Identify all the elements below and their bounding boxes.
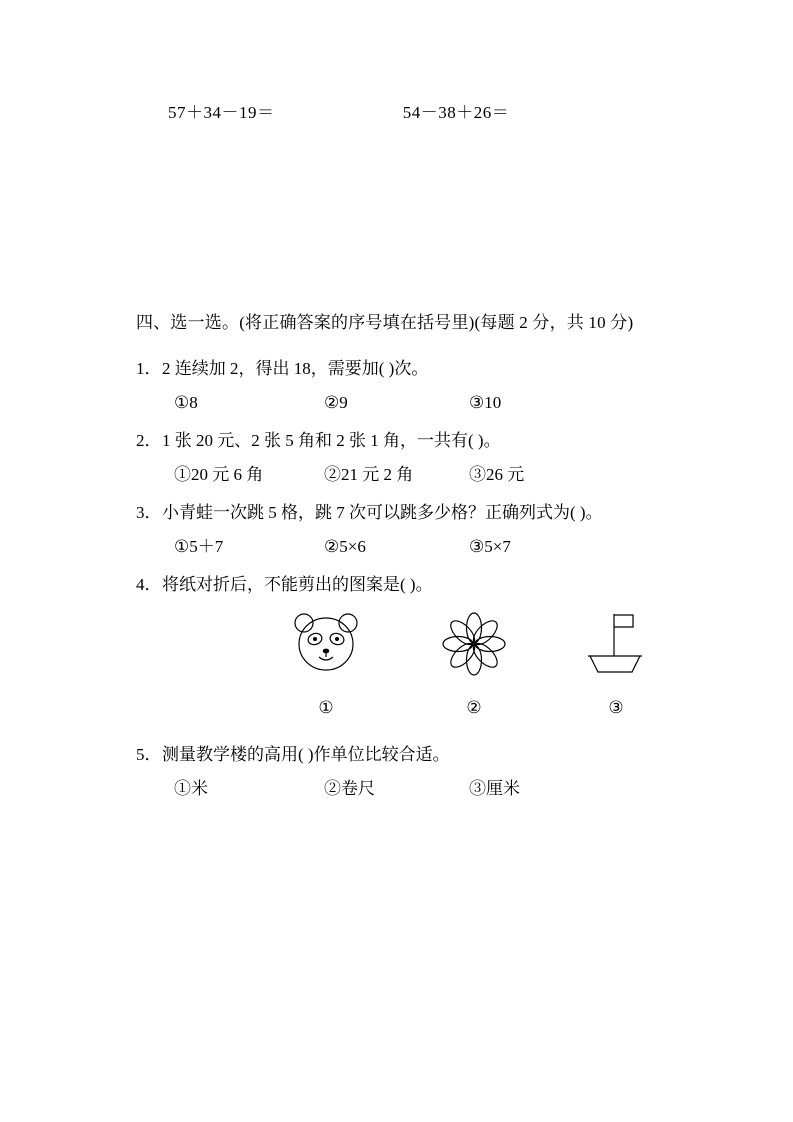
question-item bbox=[136, 352, 696, 420]
question-options bbox=[136, 458, 696, 492]
question-item bbox=[136, 424, 696, 492]
sailboat-figure[interactable] bbox=[556, 606, 676, 684]
figure-label-2: ② bbox=[466, 698, 482, 717]
question-item bbox=[136, 738, 696, 806]
flower-icon bbox=[434, 606, 514, 682]
question-number: 1． bbox=[136, 359, 162, 378]
question-text bbox=[136, 424, 696, 458]
question-number: 3． bbox=[136, 503, 162, 522]
question-item bbox=[136, 568, 696, 724]
question-options bbox=[136, 530, 696, 564]
question-text bbox=[136, 738, 696, 772]
question-body: 测量教学楼的高用( )作单位比较合适。 bbox=[162, 745, 450, 764]
calculation-expression-2: 54－38＋26＝ bbox=[402, 103, 510, 122]
option-b[interactable]: ②9 bbox=[324, 393, 348, 412]
section-title: 四、选一选。(将正确答案的序号填在括号里)(每题 2 分，共 10 分) bbox=[136, 313, 634, 332]
question-body: 1 张 20 元、2 张 5 角和 2 张 1 角，一共有( )。 bbox=[162, 431, 501, 450]
question-body: 将纸对折后，不能剪出的图案是( )。 bbox=[162, 575, 433, 594]
option-b[interactable]: ②5×6 bbox=[324, 537, 366, 556]
figure-label-row bbox=[136, 698, 696, 724]
question-text bbox=[136, 496, 696, 530]
question-body: 2 连续加 2，得出 18，需要加( )次。 bbox=[162, 359, 429, 378]
questions-list bbox=[136, 352, 696, 810]
option-a[interactable]: ①5＋7 bbox=[174, 537, 224, 556]
option-c[interactable]: ③5×7 bbox=[469, 537, 511, 556]
option-a[interactable]: ①8 bbox=[174, 393, 198, 412]
figure-label-3: ③ bbox=[608, 698, 624, 717]
sailboat-icon bbox=[576, 606, 656, 682]
figure-row bbox=[136, 606, 696, 698]
question-options bbox=[136, 386, 696, 420]
question-item bbox=[136, 496, 696, 564]
question-number: 2． bbox=[136, 431, 162, 450]
option-c[interactable]: ③26 元 bbox=[469, 465, 525, 484]
question-text bbox=[136, 352, 696, 386]
question-text bbox=[136, 568, 696, 602]
option-a[interactable]: ①米 bbox=[174, 779, 208, 798]
option-c[interactable]: ③厘米 bbox=[469, 779, 520, 798]
option-b[interactable]: ②21 元 2 角 bbox=[324, 465, 414, 484]
question-body: 小青蛙一次跳 5 格，跳 7 次可以跳多少格？正确列式为( )。 bbox=[162, 503, 603, 522]
question-number: 5． bbox=[136, 745, 162, 764]
calculation-expression-1: 57＋34－19＝ bbox=[168, 103, 275, 122]
option-c[interactable]: ③10 bbox=[469, 393, 502, 412]
panda-face-icon bbox=[286, 606, 366, 682]
eight-petal-flower-figure[interactable] bbox=[414, 606, 534, 684]
figure-label-1: ① bbox=[318, 698, 334, 717]
calculation-row bbox=[168, 98, 648, 123]
question-options bbox=[136, 772, 696, 806]
panda-face-figure[interactable] bbox=[266, 606, 386, 684]
option-a[interactable]: ①20 元 6 角 bbox=[174, 465, 264, 484]
question-number: 4． bbox=[136, 575, 162, 594]
option-b[interactable]: ②卷尺 bbox=[324, 779, 375, 798]
